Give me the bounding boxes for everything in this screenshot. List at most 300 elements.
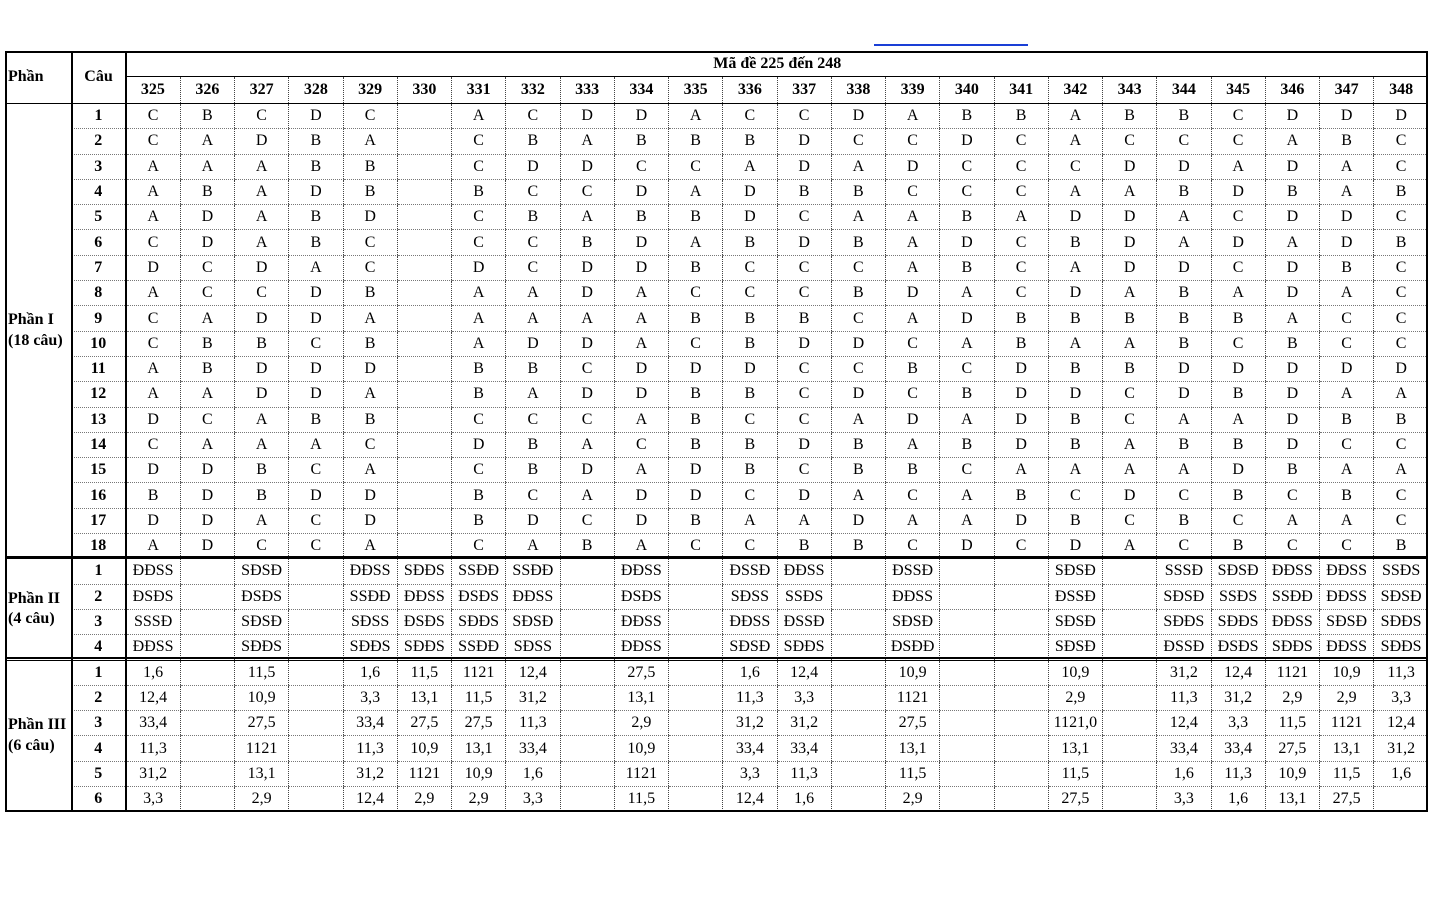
answer-cell: [994, 736, 1048, 761]
answer-cell: 10,9: [235, 685, 289, 710]
answer-cell: A: [723, 154, 777, 179]
answer-cell: C: [831, 306, 885, 331]
answer-cell: C: [343, 432, 397, 457]
answer-cell: 10,9: [452, 761, 506, 786]
answer-cell: C: [669, 331, 723, 356]
answer-cell: B: [1211, 382, 1265, 407]
table-row: [5, 356, 1428, 381]
answer-cell: A: [452, 104, 506, 129]
answer-cell: SĐSĐ: [1320, 609, 1374, 634]
answer-cell: A: [452, 306, 506, 331]
answer-cell: SĐSS: [506, 635, 560, 660]
answer-cell: D: [777, 483, 831, 508]
answer-cell: SĐĐS: [343, 635, 397, 660]
answer-cell: [180, 761, 234, 786]
answer-cell: [397, 104, 451, 129]
answer-cell: [397, 179, 451, 204]
answer-cell: A: [1320, 382, 1374, 407]
exam-code-326: 326: [180, 77, 234, 104]
answer-cell: [940, 761, 994, 786]
answer-cell: B: [452, 179, 506, 204]
answer-cell: A: [506, 281, 560, 306]
answer-cell: B: [669, 255, 723, 280]
answer-cell: [1103, 711, 1157, 736]
answer-cell: A: [831, 154, 885, 179]
table-row: [5, 685, 1428, 710]
answer-cell: D: [614, 508, 668, 533]
answer-cell: 11,3: [1157, 685, 1211, 710]
answer-cell: D: [831, 104, 885, 129]
answer-cell: A: [831, 205, 885, 230]
answer-cell: C: [452, 154, 506, 179]
answer-cell: A: [1157, 458, 1211, 483]
answer-cell: 13,1: [614, 685, 668, 710]
answer-cell: ĐĐSS: [343, 559, 397, 584]
answer-cell: B: [940, 205, 994, 230]
answer-cell: C: [940, 458, 994, 483]
answer-cell: B: [1157, 306, 1211, 331]
answer-cell: D: [1320, 230, 1374, 255]
answer-cell: B: [723, 306, 777, 331]
answer-cell: D: [289, 356, 343, 381]
answer-cell: C: [1048, 483, 1102, 508]
answer-cell: B: [669, 407, 723, 432]
answer-cell: ĐSĐS: [126, 584, 180, 609]
answer-cell: C: [180, 281, 234, 306]
answer-cell: ĐĐSS: [126, 559, 180, 584]
answer-cell: 11,3: [126, 736, 180, 761]
answer-cell: ĐĐSS: [126, 635, 180, 660]
answer-cell: C: [1211, 255, 1265, 280]
answer-cell: D: [180, 205, 234, 230]
answer-cell: D: [994, 432, 1048, 457]
answer-cell: C: [777, 205, 831, 230]
table-row: [5, 508, 1428, 533]
answer-cell: C: [940, 179, 994, 204]
answer-cell: 3,3: [1211, 711, 1265, 736]
answer-cell: 11,3: [343, 736, 397, 761]
answer-cell: SĐĐS: [777, 635, 831, 660]
table-row: [5, 736, 1428, 761]
answer-cell: SĐĐS: [452, 609, 506, 634]
answer-cell: D: [560, 104, 614, 129]
answer-cell: B: [235, 331, 289, 356]
answer-cell: 13,1: [1320, 736, 1374, 761]
question-number: 4: [71, 635, 126, 660]
answer-cell: B: [940, 255, 994, 280]
question-number: 3: [71, 711, 126, 736]
answer-cell: ĐĐSS: [614, 635, 668, 660]
answer-cell: SSĐĐ: [452, 559, 506, 584]
cropped-link-underline: [874, 44, 1028, 46]
answer-cell: SĐSĐ: [886, 609, 940, 634]
answer-cell: C: [886, 534, 940, 559]
answer-cell: A: [614, 281, 668, 306]
answer-cell: 12,4: [723, 787, 777, 812]
answer-cell: A: [1211, 154, 1265, 179]
answer-cell: A: [235, 230, 289, 255]
answer-cell: 3,3: [343, 685, 397, 710]
answer-cell: B: [1048, 230, 1102, 255]
answer-cell: [180, 736, 234, 761]
answer-cell: C: [235, 281, 289, 306]
answer-cell: D: [560, 331, 614, 356]
question-number: 12: [71, 382, 126, 407]
answer-cell: D: [1265, 255, 1319, 280]
answer-cell: A: [614, 534, 668, 559]
answer-cell: A: [994, 205, 1048, 230]
answer-cell: SĐĐS: [1157, 609, 1211, 634]
answer-cell: C: [1320, 432, 1374, 457]
answer-cell: [560, 685, 614, 710]
answer-cell: B: [723, 230, 777, 255]
answer-cell: D: [994, 356, 1048, 381]
answer-cell: ĐĐSS: [1320, 584, 1374, 609]
answer-cell: B: [1211, 483, 1265, 508]
answer-cell: ĐĐSS: [1265, 609, 1319, 634]
question-number: 13: [71, 407, 126, 432]
answer-cell: C: [506, 407, 560, 432]
answer-cell: D: [777, 129, 831, 154]
exam-code-332: 332: [506, 77, 560, 104]
answer-cell: [289, 609, 343, 634]
answer-cell: A: [831, 407, 885, 432]
answer-cell: D: [723, 205, 777, 230]
answer-cell: 12,4: [1374, 711, 1428, 736]
answer-cell: D: [1048, 205, 1102, 230]
answer-cell: A: [452, 331, 506, 356]
answer-cell: D: [1374, 356, 1428, 381]
answer-cell: [940, 609, 994, 634]
answer-cell: B: [940, 382, 994, 407]
answer-cell: D: [126, 508, 180, 533]
answer-cell: B: [1048, 407, 1102, 432]
answer-cell: [397, 306, 451, 331]
answer-cell: A: [1103, 331, 1157, 356]
answer-cell: A: [1048, 104, 1102, 129]
answer-cell: B: [1211, 432, 1265, 457]
exam-code-row: [5, 77, 1428, 104]
answer-cell: A: [886, 230, 940, 255]
answer-cell: A: [126, 154, 180, 179]
answer-cell: C: [1157, 129, 1211, 154]
question-number: 5: [71, 761, 126, 786]
answer-cell: [940, 736, 994, 761]
answer-cell: [831, 609, 885, 634]
answer-cell: A: [1265, 508, 1319, 533]
table-row: [5, 407, 1428, 432]
answer-cell: 1,6: [506, 761, 560, 786]
answer-cell: A: [1265, 306, 1319, 331]
answer-cell: 12,4: [506, 660, 560, 685]
answer-cell: 11,3: [723, 685, 777, 710]
question-number: 2: [71, 685, 126, 710]
exam-code-338: 338: [831, 77, 885, 104]
answer-cell: C: [723, 255, 777, 280]
table-row: [5, 281, 1428, 306]
answer-cell: D: [1211, 458, 1265, 483]
answer-cell: B: [1157, 179, 1211, 204]
table-row: [5, 559, 1428, 584]
table-row: [5, 104, 1428, 129]
exam-code-339: 339: [886, 77, 940, 104]
answer-cell: D: [723, 356, 777, 381]
question-number: 11: [71, 356, 126, 381]
exam-code-348: 348: [1374, 77, 1428, 104]
answer-cell: D: [560, 382, 614, 407]
answer-cell: C: [506, 104, 560, 129]
answer-cell: ĐSĐS: [397, 609, 451, 634]
answer-cell: C: [994, 129, 1048, 154]
answer-cell: C: [1320, 331, 1374, 356]
answer-cell: C: [940, 154, 994, 179]
answer-cell: [560, 787, 614, 812]
answer-cell: 2,9: [452, 787, 506, 812]
answer-cell: B: [452, 356, 506, 381]
answer-cell: D: [1265, 356, 1319, 381]
answer-cell: [289, 584, 343, 609]
answer-cell: B: [777, 179, 831, 204]
answer-cell: C: [126, 129, 180, 154]
answer-cell: C: [940, 356, 994, 381]
answer-cell: B: [289, 407, 343, 432]
answer-cell: [1103, 609, 1157, 634]
answer-cell: [289, 711, 343, 736]
answer-cell: D: [1157, 382, 1211, 407]
answer-cell: [994, 711, 1048, 736]
answer-cell: SĐSĐ: [723, 635, 777, 660]
answer-cell: A: [560, 306, 614, 331]
question-number: 2: [71, 584, 126, 609]
exam-code-333: 333: [560, 77, 614, 104]
answer-cell: [994, 584, 1048, 609]
answer-cell: SĐSĐ: [235, 609, 289, 634]
answer-cell: B: [1103, 356, 1157, 381]
answer-cell: C: [1048, 154, 1102, 179]
question-number: 3: [71, 154, 126, 179]
answer-cell: B: [831, 281, 885, 306]
answer-cell: C: [452, 458, 506, 483]
answer-cell: [1103, 685, 1157, 710]
answer-cell: A: [180, 382, 234, 407]
answer-cell: 1121: [886, 685, 940, 710]
answer-cell: A: [940, 331, 994, 356]
answer-cell: C: [289, 331, 343, 356]
question-number: 17: [71, 508, 126, 533]
answer-cell: SĐĐS: [1374, 609, 1428, 634]
answer-cell: 3,3: [1157, 787, 1211, 812]
header-title: Mã đề 225 đến 248: [126, 51, 1428, 77]
answer-cell: D: [1048, 281, 1102, 306]
answer-cell: D: [506, 508, 560, 533]
answer-cell: B: [1211, 534, 1265, 559]
answer-cell: [397, 205, 451, 230]
answer-cell: A: [1048, 255, 1102, 280]
answer-cell: C: [1211, 205, 1265, 230]
answer-cell: 27,5: [614, 660, 668, 685]
answer-cell: B: [1048, 306, 1102, 331]
exam-code-343: 343: [1103, 77, 1157, 104]
answer-cell: A: [560, 483, 614, 508]
answer-cell: 1121: [1265, 660, 1319, 685]
answer-cell: D: [1320, 104, 1374, 129]
answer-cell: D: [831, 331, 885, 356]
answer-cell: B: [180, 104, 234, 129]
answer-cell: A: [886, 432, 940, 457]
answer-cell: 13,1: [235, 761, 289, 786]
answer-cell: A: [560, 129, 614, 154]
answer-cell: [1103, 736, 1157, 761]
answer-cell: [560, 559, 614, 584]
answer-cell: ĐĐSS: [397, 584, 451, 609]
answer-cell: ĐĐSS: [1265, 559, 1319, 584]
answer-cell: B: [560, 534, 614, 559]
answer-cell: A: [940, 483, 994, 508]
answer-cell: B: [1265, 179, 1319, 204]
answer-cell: [397, 129, 451, 154]
answer-cell: D: [1265, 205, 1319, 230]
answer-cell: A: [180, 129, 234, 154]
answer-cell: SSĐĐ: [452, 635, 506, 660]
answer-cell: C: [1374, 508, 1428, 533]
answer-cell: [994, 761, 1048, 786]
answer-cell: [560, 711, 614, 736]
answer-cell: SĐĐS: [397, 635, 451, 660]
answer-cell: A: [289, 255, 343, 280]
answer-cell: C: [1103, 129, 1157, 154]
answer-cell: ĐSĐS: [1211, 635, 1265, 660]
answer-cell: 11,5: [397, 660, 451, 685]
answer-cell: [940, 787, 994, 812]
answer-cell: B: [1157, 331, 1211, 356]
answer-cell: SĐĐS: [1265, 635, 1319, 660]
answer-cell: C: [669, 154, 723, 179]
answer-cell: B: [831, 179, 885, 204]
answer-cell: D: [723, 179, 777, 204]
answer-cell: 3,3: [723, 761, 777, 786]
answer-cell: C: [180, 407, 234, 432]
answer-cell: SSĐĐ: [343, 584, 397, 609]
answer-cell: A: [343, 458, 397, 483]
answer-cell: B: [669, 205, 723, 230]
answer-cell: SĐSĐ: [1211, 559, 1265, 584]
answer-cell: ĐSSĐ: [777, 609, 831, 634]
answer-cell: C: [1374, 154, 1428, 179]
answer-cell: C: [1320, 306, 1374, 331]
answer-cell: D: [614, 179, 668, 204]
answer-cell: 1,6: [777, 787, 831, 812]
answer-cell: 11,3: [506, 711, 560, 736]
header-phan: Phần: [5, 51, 71, 104]
answer-cell: B: [1320, 255, 1374, 280]
answer-cell: D: [777, 154, 831, 179]
answer-cell: D: [560, 281, 614, 306]
answer-cell: D: [1103, 255, 1157, 280]
answer-cell: A: [669, 179, 723, 204]
answer-cell: SSĐS: [1374, 559, 1428, 584]
answer-cell: D: [1157, 255, 1211, 280]
answer-cell: 1121,0: [1048, 711, 1102, 736]
answer-cell: C: [994, 255, 1048, 280]
answer-cell: C: [723, 407, 777, 432]
question-number: 6: [71, 230, 126, 255]
answer-cell: B: [1157, 508, 1211, 533]
answer-cell: A: [669, 230, 723, 255]
answer-cell: D: [235, 255, 289, 280]
answer-cell: [397, 432, 451, 457]
answer-cell: C: [777, 407, 831, 432]
answer-cell: C: [1103, 382, 1157, 407]
answer-cell: [940, 635, 994, 660]
exam-code-331: 331: [452, 77, 506, 104]
answer-cell: D: [614, 483, 668, 508]
answer-cell: B: [343, 331, 397, 356]
answer-cell: A: [1157, 407, 1211, 432]
answer-cell: C: [126, 331, 180, 356]
answer-cell: 31,2: [1211, 685, 1265, 710]
answer-cell: B: [343, 154, 397, 179]
table-row: [5, 205, 1428, 230]
answer-cell: [831, 736, 885, 761]
answer-cell: [994, 609, 1048, 634]
answer-cell: 27,5: [1048, 787, 1102, 812]
answer-cell: 31,2: [506, 685, 560, 710]
answer-cell: A: [614, 331, 668, 356]
answer-cell: D: [506, 331, 560, 356]
answer-cell: D: [994, 407, 1048, 432]
answer-cell: A: [506, 382, 560, 407]
section-label: Phần II (4 câu): [5, 559, 71, 660]
answer-cell: C: [1374, 281, 1428, 306]
answer-cell: B: [669, 382, 723, 407]
answer-cell: B: [506, 458, 560, 483]
answer-cell: B: [1211, 306, 1265, 331]
answer-key-table: [5, 51, 1428, 812]
answer-cell: D: [614, 356, 668, 381]
answer-cell: B: [506, 356, 560, 381]
answer-cell: 2,9: [886, 787, 940, 812]
answer-cell: [831, 685, 885, 710]
answer-cell: D: [560, 154, 614, 179]
answer-cell: ĐSSĐ: [723, 559, 777, 584]
answer-cell: [831, 584, 885, 609]
answer-cell: [289, 559, 343, 584]
answer-cell: D: [940, 306, 994, 331]
answer-cell: 11,5: [1048, 761, 1102, 786]
answer-cell: 33,4: [343, 711, 397, 736]
answer-cell: C: [723, 104, 777, 129]
answer-cell: [180, 660, 234, 685]
answer-cell: C: [831, 129, 885, 154]
answer-cell: SĐSĐ: [1048, 635, 1102, 660]
answer-cell: 13,1: [452, 736, 506, 761]
answer-cell: ĐĐSS: [506, 584, 560, 609]
answer-cell: SSĐS: [1211, 584, 1265, 609]
answer-cell: [560, 660, 614, 685]
answer-cell: D: [777, 331, 831, 356]
answer-cell: 27,5: [397, 711, 451, 736]
answer-cell: [669, 711, 723, 736]
answer-cell: 1121: [397, 761, 451, 786]
answer-cell: 10,9: [1265, 761, 1319, 786]
exam-code-342: 342: [1048, 77, 1102, 104]
answer-cell: SĐSĐ: [235, 559, 289, 584]
answer-cell: SSĐĐ: [506, 559, 560, 584]
answer-cell: 31,2: [126, 761, 180, 786]
exam-code-325: 325: [126, 77, 180, 104]
answer-cell: D: [886, 154, 940, 179]
answer-cell: B: [723, 458, 777, 483]
